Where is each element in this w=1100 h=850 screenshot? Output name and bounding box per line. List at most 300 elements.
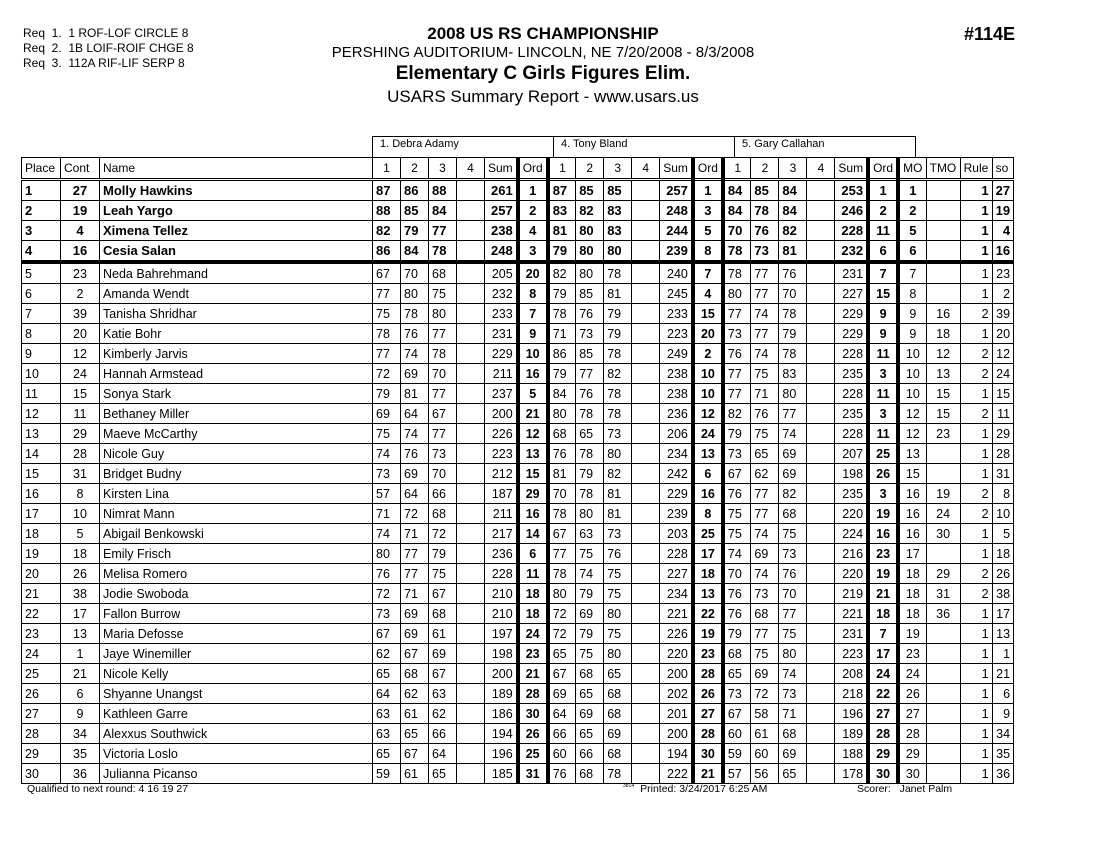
judge-2-score-2-cell: 78 bbox=[576, 444, 604, 464]
judge-2-score-3-cell: 78 bbox=[604, 764, 632, 784]
judge-1-ordinal-cell: 25 bbox=[518, 744, 548, 764]
judge-3-score-4-cell bbox=[807, 764, 835, 784]
rule-cell: 1 bbox=[960, 644, 992, 664]
judge-2-score-4-cell bbox=[632, 764, 660, 784]
judge-2-ordinal-cell: 2 bbox=[693, 344, 723, 364]
judge-1-ordinal-cell: 18 bbox=[518, 604, 548, 624]
place-cell: 9 bbox=[22, 344, 61, 364]
judge-1-score-1-cell: 63 bbox=[373, 704, 401, 724]
so-cell: 24 bbox=[992, 364, 1013, 384]
judge-2-sum-cell: 203 bbox=[660, 524, 693, 544]
judge-2-score-4-cell bbox=[632, 284, 660, 304]
judge-1-sum-cell: 187 bbox=[485, 484, 518, 504]
table-row bbox=[22, 464, 1014, 484]
judge-3-score-4-cell bbox=[807, 304, 835, 324]
judge-1-score-4-cell bbox=[457, 404, 485, 424]
judge-3-score-3-cell: 69 bbox=[779, 444, 807, 464]
contestant-number-cell: 23 bbox=[61, 262, 100, 284]
tmo-cell: 15 bbox=[926, 384, 960, 404]
judge-2-ordinal-cell: 12 bbox=[693, 404, 723, 424]
judge-1-score-3-cell: 63 bbox=[429, 684, 457, 704]
table-row bbox=[22, 684, 1014, 704]
judge-3-sum-cell: 228 bbox=[835, 221, 868, 241]
contestant-number-cell: 20 bbox=[61, 324, 100, 344]
judge-3-score-1-cell: 78 bbox=[723, 241, 751, 263]
judge-2-sum-cell: 238 bbox=[660, 364, 693, 384]
contestant-number-cell: 29 bbox=[61, 424, 100, 444]
judge-2-score-2-cell: 73 bbox=[576, 324, 604, 344]
judge-1-score-2-cell: 67 bbox=[401, 644, 429, 664]
judge-3-score-2-cell: 74 bbox=[751, 344, 779, 364]
judge-3-score-3-cell: 74 bbox=[779, 664, 807, 684]
judge-3-score-4-cell bbox=[807, 524, 835, 544]
judge-3-ordinal-cell: 16 bbox=[868, 524, 898, 544]
judge-3-score-3-cell: 68 bbox=[779, 504, 807, 524]
so-cell: 15 bbox=[992, 384, 1013, 404]
judge-2-score-4-cell bbox=[632, 180, 660, 201]
judge-1-sum-cell: 217 bbox=[485, 524, 518, 544]
judge-1-sum-cell: 237 bbox=[485, 384, 518, 404]
judge-1-score-3-cell: 70 bbox=[429, 464, 457, 484]
judge-2-score-1-cell: 84 bbox=[548, 384, 576, 404]
mo-cell: 18 bbox=[898, 564, 926, 584]
judge-3-score-3-cell: 75 bbox=[779, 624, 807, 644]
judge-2-sum-cell: 194 bbox=[660, 744, 693, 764]
judge-3-sum-cell: 221 bbox=[835, 604, 868, 624]
judge-3-score-3-cell: 73 bbox=[779, 544, 807, 564]
table-row bbox=[22, 544, 1014, 564]
judge-3-score-4-cell bbox=[807, 284, 835, 304]
tmo-cell: 15 bbox=[926, 404, 960, 424]
judge-2-score-1-cell: 77 bbox=[548, 544, 576, 564]
judge-2-score-2-cell: 74 bbox=[576, 564, 604, 584]
so-cell: 29 bbox=[992, 424, 1013, 444]
judge-3-score-1-cell: 78 bbox=[723, 262, 751, 284]
judge-1-score-2-cell: 74 bbox=[401, 344, 429, 364]
judge-2-ordinal-cell: 23 bbox=[693, 644, 723, 664]
rule-cell: 1 bbox=[960, 724, 992, 744]
judge-3-score-2-cell: 77 bbox=[751, 324, 779, 344]
contestant-number-cell: 28 bbox=[61, 444, 100, 464]
rule-cell: 1 bbox=[960, 684, 992, 704]
judge-1-score-3-cell: 67 bbox=[429, 584, 457, 604]
skater-name-cell: Fallon Burrow bbox=[100, 604, 373, 624]
table-row bbox=[22, 604, 1014, 624]
judge-1-score-1-cell: 87 bbox=[373, 180, 401, 201]
rule-cell: 1 bbox=[960, 464, 992, 484]
col-cont: Cont bbox=[61, 158, 100, 180]
judge-1-score-3-cell: 69 bbox=[429, 644, 457, 664]
judge-1-ordinal-cell: 8 bbox=[518, 284, 548, 304]
place-cell: 15 bbox=[22, 464, 61, 484]
table-row bbox=[22, 524, 1014, 544]
judge-2-score-1-cell: 79 bbox=[548, 364, 576, 384]
col-j3-s3: 3 bbox=[779, 158, 807, 180]
judge-1-score-4-cell bbox=[457, 304, 485, 324]
judge-3-ordinal-cell: 19 bbox=[868, 564, 898, 584]
judge-3-score-3-cell: 78 bbox=[779, 304, 807, 324]
judge-3-score-1-cell: 60 bbox=[723, 724, 751, 744]
judge-2-sum-cell: 257 bbox=[660, 180, 693, 201]
so-cell: 2 bbox=[992, 284, 1013, 304]
judge-3-sum-cell: 189 bbox=[835, 724, 868, 744]
judge-3-ordinal-cell: 11 bbox=[868, 221, 898, 241]
judge-3-sum-cell: 229 bbox=[835, 324, 868, 344]
judge-1-score-2-cell: 69 bbox=[401, 624, 429, 644]
judge-3-sum-cell: 253 bbox=[835, 180, 868, 201]
judge-3-ordinal-cell: 25 bbox=[868, 444, 898, 464]
judge-3-score-2-cell: 60 bbox=[751, 744, 779, 764]
judge-2-score-3-cell: 82 bbox=[604, 364, 632, 384]
judge-1-score-1-cell: 75 bbox=[373, 304, 401, 324]
so-cell: 12 bbox=[992, 344, 1013, 364]
skater-name-cell: Julianna Picanso bbox=[100, 764, 373, 784]
judge-1-score-1-cell: 77 bbox=[373, 284, 401, 304]
place-cell: 23 bbox=[22, 624, 61, 644]
judge-3-score-1-cell: 67 bbox=[723, 704, 751, 724]
judge-2-score-4-cell bbox=[632, 444, 660, 464]
judge-3-sum-cell: 231 bbox=[835, 624, 868, 644]
judge-1-score-2-cell: 84 bbox=[401, 241, 429, 263]
judge-3-score-3-cell: 81 bbox=[779, 241, 807, 263]
judge-2-score-2-cell: 85 bbox=[576, 284, 604, 304]
place-cell: 7 bbox=[22, 304, 61, 324]
requirement-3: Req 3. 112A RIF-LIF SERP 8 bbox=[23, 56, 185, 70]
judge-1-score-1-cell: 80 bbox=[373, 544, 401, 564]
judge-2-score-1-cell: 67 bbox=[548, 524, 576, 544]
judge-2-score-2-cell: 66 bbox=[576, 744, 604, 764]
place-cell: 3 bbox=[22, 221, 61, 241]
table-row bbox=[22, 504, 1014, 524]
judge-1-ordinal-cell: 26 bbox=[518, 724, 548, 744]
judge-2-score-1-cell: 80 bbox=[548, 404, 576, 424]
place-cell: 14 bbox=[22, 444, 61, 464]
table-row bbox=[22, 644, 1014, 664]
place-cell: 2 bbox=[22, 201, 61, 221]
judge-2-score-3-cell: 68 bbox=[604, 744, 632, 764]
rule-cell: 2 bbox=[960, 344, 992, 364]
judge-3-ordinal-cell: 18 bbox=[868, 604, 898, 624]
judge-2-sum-cell: 233 bbox=[660, 304, 693, 324]
judge-3-ordinal-cell: 3 bbox=[868, 364, 898, 384]
tmo-cell: 19 bbox=[926, 484, 960, 504]
judge-3-score-2-cell: 76 bbox=[751, 404, 779, 424]
judge-3-score-1-cell: 76 bbox=[723, 344, 751, 364]
judge-2-score-4-cell bbox=[632, 664, 660, 684]
judge-2-score-4-cell bbox=[632, 544, 660, 564]
judge-1-score-4-cell bbox=[457, 524, 485, 544]
judge-1-sum-cell: 200 bbox=[485, 404, 518, 424]
judge-2-sum-cell: 222 bbox=[660, 764, 693, 784]
table-row bbox=[22, 284, 1014, 304]
judge-3-ordinal-cell: 3 bbox=[868, 484, 898, 504]
judge-3-ordinal-cell: 19 bbox=[868, 504, 898, 524]
rule-cell: 1 bbox=[960, 664, 992, 684]
judge-2-score-3-cell: 81 bbox=[604, 484, 632, 504]
judge-1-score-1-cell: 74 bbox=[373, 524, 401, 544]
judge-2-sum-cell: 223 bbox=[660, 324, 693, 344]
judge-3-sum-cell: 246 bbox=[835, 201, 868, 221]
judge-1-sum-cell: 197 bbox=[485, 624, 518, 644]
judge-3-score-4-cell bbox=[807, 564, 835, 584]
rule-cell: 1 bbox=[960, 424, 992, 444]
contestant-number-cell: 18 bbox=[61, 544, 100, 564]
judge-2-score-3-cell: 78 bbox=[604, 344, 632, 364]
judge-1-score-4-cell bbox=[457, 584, 485, 604]
rule-cell: 1 bbox=[960, 624, 992, 644]
so-cell: 4 bbox=[992, 221, 1013, 241]
skater-name-cell: Maria Defosse bbox=[100, 624, 373, 644]
judge-1-score-4-cell bbox=[457, 464, 485, 484]
place-cell: 13 bbox=[22, 424, 61, 444]
mo-cell: 29 bbox=[898, 744, 926, 764]
col-j1-s4: 4 bbox=[457, 158, 485, 180]
judge-3-sum-cell: 218 bbox=[835, 684, 868, 704]
tiny-mark: 3814 bbox=[623, 783, 635, 789]
judge-2-score-1-cell: 66 bbox=[548, 724, 576, 744]
skater-name-cell: Tanisha Shridhar bbox=[100, 304, 373, 324]
place-cell: 26 bbox=[22, 684, 61, 704]
judge-1-sum-cell: 232 bbox=[485, 284, 518, 304]
judge-2-ordinal-cell: 16 bbox=[693, 484, 723, 504]
rule-cell: 1 bbox=[960, 201, 992, 221]
judge-3-ordinal-cell: 6 bbox=[868, 241, 898, 263]
contestant-number-cell: 34 bbox=[61, 724, 100, 744]
judge-1-score-4-cell bbox=[457, 201, 485, 221]
judge-3-score-3-cell: 75 bbox=[779, 524, 807, 544]
judge-3-score-2-cell: 74 bbox=[751, 564, 779, 584]
judge-2-score-3-cell: 83 bbox=[604, 201, 632, 221]
so-cell: 13 bbox=[992, 624, 1013, 644]
rule-cell: 1 bbox=[960, 764, 992, 784]
judge-3-ordinal-cell: 26 bbox=[868, 464, 898, 484]
judge-2-score-2-cell: 69 bbox=[576, 604, 604, 624]
judge-3-header: 5. Gary Callahan bbox=[734, 136, 916, 158]
so-cell: 16 bbox=[992, 241, 1013, 263]
judge-2-score-4-cell bbox=[632, 564, 660, 584]
so-cell: 9 bbox=[992, 704, 1013, 724]
judge-2-score-2-cell: 75 bbox=[576, 644, 604, 664]
judge-2-sum-cell: 240 bbox=[660, 262, 693, 284]
table-row bbox=[22, 201, 1014, 221]
mo-cell: 10 bbox=[898, 344, 926, 364]
judge-1-ordinal-cell: 1 bbox=[518, 180, 548, 201]
judge-3-sum-cell: 227 bbox=[835, 284, 868, 304]
judge-3-score-1-cell: 76 bbox=[723, 604, 751, 624]
judge-1-sum-cell: 196 bbox=[485, 744, 518, 764]
judge-2-score-2-cell: 68 bbox=[576, 764, 604, 784]
tmo-cell bbox=[926, 744, 960, 764]
judge-1-score-1-cell: 73 bbox=[373, 604, 401, 624]
judge-3-score-4-cell bbox=[807, 404, 835, 424]
judge-3-score-2-cell: 85 bbox=[751, 180, 779, 201]
venue-dates: PERSHING AUDITORIUM- LINCOLN, NE 7/20/2008 - 8/3/2008 bbox=[331, 44, 755, 61]
judge-2-score-3-cell: 65 bbox=[604, 664, 632, 684]
table-row bbox=[22, 764, 1014, 784]
col-tmo: TMO bbox=[926, 158, 960, 180]
place-cell: 25 bbox=[22, 664, 61, 684]
judge-2-score-2-cell: 79 bbox=[576, 464, 604, 484]
results-table bbox=[21, 157, 1014, 784]
judge-1-score-4-cell bbox=[457, 221, 485, 241]
judge-2-sum-cell: 238 bbox=[660, 384, 693, 404]
place-cell: 29 bbox=[22, 744, 61, 764]
judge-2-score-4-cell bbox=[632, 364, 660, 384]
col-j2-s3: 3 bbox=[604, 158, 632, 180]
tmo-cell bbox=[926, 664, 960, 684]
judge-3-sum-cell: 223 bbox=[835, 644, 868, 664]
judge-2-score-2-cell: 79 bbox=[576, 584, 604, 604]
judge-1-ordinal-cell: 30 bbox=[518, 704, 548, 724]
tmo-cell bbox=[926, 464, 960, 484]
judge-2-score-3-cell: 80 bbox=[604, 241, 632, 263]
scorer-info: Scorer: Janet Palm bbox=[857, 783, 953, 795]
contestant-number-cell: 24 bbox=[61, 364, 100, 384]
place-cell: 12 bbox=[22, 404, 61, 424]
skater-name-cell: Bridget Budny bbox=[100, 464, 373, 484]
judge-3-score-1-cell: 75 bbox=[723, 524, 751, 544]
judge-3-score-3-cell: 82 bbox=[779, 484, 807, 504]
mo-cell: 19 bbox=[898, 624, 926, 644]
rule-cell: 1 bbox=[960, 180, 992, 201]
mo-cell: 9 bbox=[898, 324, 926, 344]
rule-cell: 1 bbox=[960, 324, 992, 344]
judge-3-score-4-cell bbox=[807, 424, 835, 444]
judge-3-score-2-cell: 73 bbox=[751, 241, 779, 263]
so-cell: 1 bbox=[992, 644, 1013, 664]
mo-cell: 10 bbox=[898, 384, 926, 404]
judge-3-score-2-cell: 77 bbox=[751, 284, 779, 304]
judge-1-score-1-cell: 65 bbox=[373, 744, 401, 764]
judge-3-score-3-cell: 78 bbox=[779, 344, 807, 364]
judge-3-score-1-cell: 77 bbox=[723, 304, 751, 324]
mo-cell: 2 bbox=[898, 201, 926, 221]
place-cell: 6 bbox=[22, 284, 61, 304]
rule-cell: 2 bbox=[960, 304, 992, 324]
contestant-number-cell: 35 bbox=[61, 744, 100, 764]
judge-1-score-4-cell bbox=[457, 284, 485, 304]
contestant-number-cell: 16 bbox=[61, 241, 100, 263]
tmo-cell: 29 bbox=[926, 564, 960, 584]
place-cell: 20 bbox=[22, 564, 61, 584]
judge-3-score-4-cell bbox=[807, 544, 835, 564]
judge-3-score-4-cell bbox=[807, 724, 835, 744]
judge-1-ordinal-cell: 21 bbox=[518, 664, 548, 684]
judge-1-score-1-cell: 65 bbox=[373, 664, 401, 684]
judge-2-score-1-cell: 60 bbox=[548, 744, 576, 764]
judge-3-sum-cell: 208 bbox=[835, 664, 868, 684]
judge-3-sum-cell: 228 bbox=[835, 344, 868, 364]
judge-2-score-3-cell: 78 bbox=[604, 262, 632, 284]
so-cell: 20 bbox=[992, 324, 1013, 344]
judge-2-ordinal-cell: 21 bbox=[693, 764, 723, 784]
col-j2-ord: Ord bbox=[693, 158, 723, 180]
judge-3-sum-cell: 229 bbox=[835, 304, 868, 324]
judge-3-score-4-cell bbox=[807, 584, 835, 604]
skater-name-cell: Jodie Swoboda bbox=[100, 584, 373, 604]
so-cell: 26 bbox=[992, 564, 1013, 584]
judge-3-sum-cell: 198 bbox=[835, 464, 868, 484]
so-cell: 38 bbox=[992, 584, 1013, 604]
judge-3-score-4-cell bbox=[807, 484, 835, 504]
judge-3-score-3-cell: 70 bbox=[779, 284, 807, 304]
judge-3-ordinal-cell: 11 bbox=[868, 424, 898, 444]
place-cell: 11 bbox=[22, 384, 61, 404]
mo-cell: 12 bbox=[898, 404, 926, 424]
contestant-number-cell: 4 bbox=[61, 221, 100, 241]
judge-1-score-2-cell: 61 bbox=[401, 764, 429, 784]
judge-3-score-2-cell: 65 bbox=[751, 444, 779, 464]
judge-1-ordinal-cell: 29 bbox=[518, 484, 548, 504]
judge-1-score-2-cell: 64 bbox=[401, 484, 429, 504]
judge-1-score-3-cell: 78 bbox=[429, 241, 457, 263]
judge-1-sum-cell: 198 bbox=[485, 644, 518, 664]
judge-1-score-2-cell: 72 bbox=[401, 504, 429, 524]
judge-1-sum-cell: 238 bbox=[485, 221, 518, 241]
so-cell: 18 bbox=[992, 544, 1013, 564]
judge-2-score-1-cell: 78 bbox=[548, 504, 576, 524]
column-header-row bbox=[22, 158, 1014, 180]
place-cell: 22 bbox=[22, 604, 61, 624]
judge-1-score-4-cell bbox=[457, 504, 485, 524]
judge-2-score-3-cell: 73 bbox=[604, 424, 632, 444]
tmo-cell bbox=[926, 221, 960, 241]
judge-1-sum-cell: 261 bbox=[485, 180, 518, 201]
table-row bbox=[22, 304, 1014, 324]
judge-2-score-1-cell: 76 bbox=[548, 444, 576, 464]
judge-1-score-3-cell: 78 bbox=[429, 344, 457, 364]
skater-name-cell: Kathleen Garre bbox=[100, 704, 373, 724]
mo-cell: 9 bbox=[898, 304, 926, 324]
judge-3-ordinal-cell: 15 bbox=[868, 284, 898, 304]
col-j1-sum: Sum bbox=[485, 158, 518, 180]
judge-2-sum-cell: 234 bbox=[660, 584, 693, 604]
judge-1-sum-cell: 211 bbox=[485, 364, 518, 384]
tmo-cell bbox=[926, 704, 960, 724]
judge-3-score-1-cell: 73 bbox=[723, 444, 751, 464]
judge-2-ordinal-cell: 28 bbox=[693, 664, 723, 684]
judge-2-ordinal-cell: 26 bbox=[693, 684, 723, 704]
judge-1-ordinal-cell: 15 bbox=[518, 464, 548, 484]
printed-date: Printed: 3/24/2017 6:25 AM bbox=[640, 783, 768, 795]
judge-3-score-3-cell: 76 bbox=[779, 564, 807, 584]
place-cell: 17 bbox=[22, 504, 61, 524]
judge-3-score-3-cell: 77 bbox=[779, 604, 807, 624]
judge-3-score-1-cell: 84 bbox=[723, 180, 751, 201]
judge-2-score-1-cell: 65 bbox=[548, 644, 576, 664]
judge-2-score-2-cell: 65 bbox=[576, 424, 604, 444]
judge-1-score-3-cell: 66 bbox=[429, 724, 457, 744]
judge-3-score-4-cell bbox=[807, 624, 835, 644]
report-header bbox=[243, 24, 843, 108]
mo-cell: 8 bbox=[898, 284, 926, 304]
judge-1-sum-cell: 229 bbox=[485, 344, 518, 364]
col-j2-s4: 4 bbox=[632, 158, 660, 180]
tmo-cell bbox=[926, 262, 960, 284]
judge-2-score-4-cell bbox=[632, 324, 660, 344]
judge-3-ordinal-cell: 17 bbox=[868, 644, 898, 664]
judge-1-score-1-cell: 76 bbox=[373, 564, 401, 584]
judge-2-sum-cell: 206 bbox=[660, 424, 693, 444]
judge-3-score-1-cell: 73 bbox=[723, 324, 751, 344]
judge-2-score-4-cell bbox=[632, 604, 660, 624]
judge-1-ordinal-cell: 13 bbox=[518, 444, 548, 464]
judge-2-score-3-cell: 75 bbox=[604, 584, 632, 604]
judge-3-score-1-cell: 77 bbox=[723, 364, 751, 384]
judge-1-score-3-cell: 77 bbox=[429, 424, 457, 444]
judge-2-score-1-cell: 86 bbox=[548, 344, 576, 364]
col-name: Name bbox=[100, 158, 373, 180]
